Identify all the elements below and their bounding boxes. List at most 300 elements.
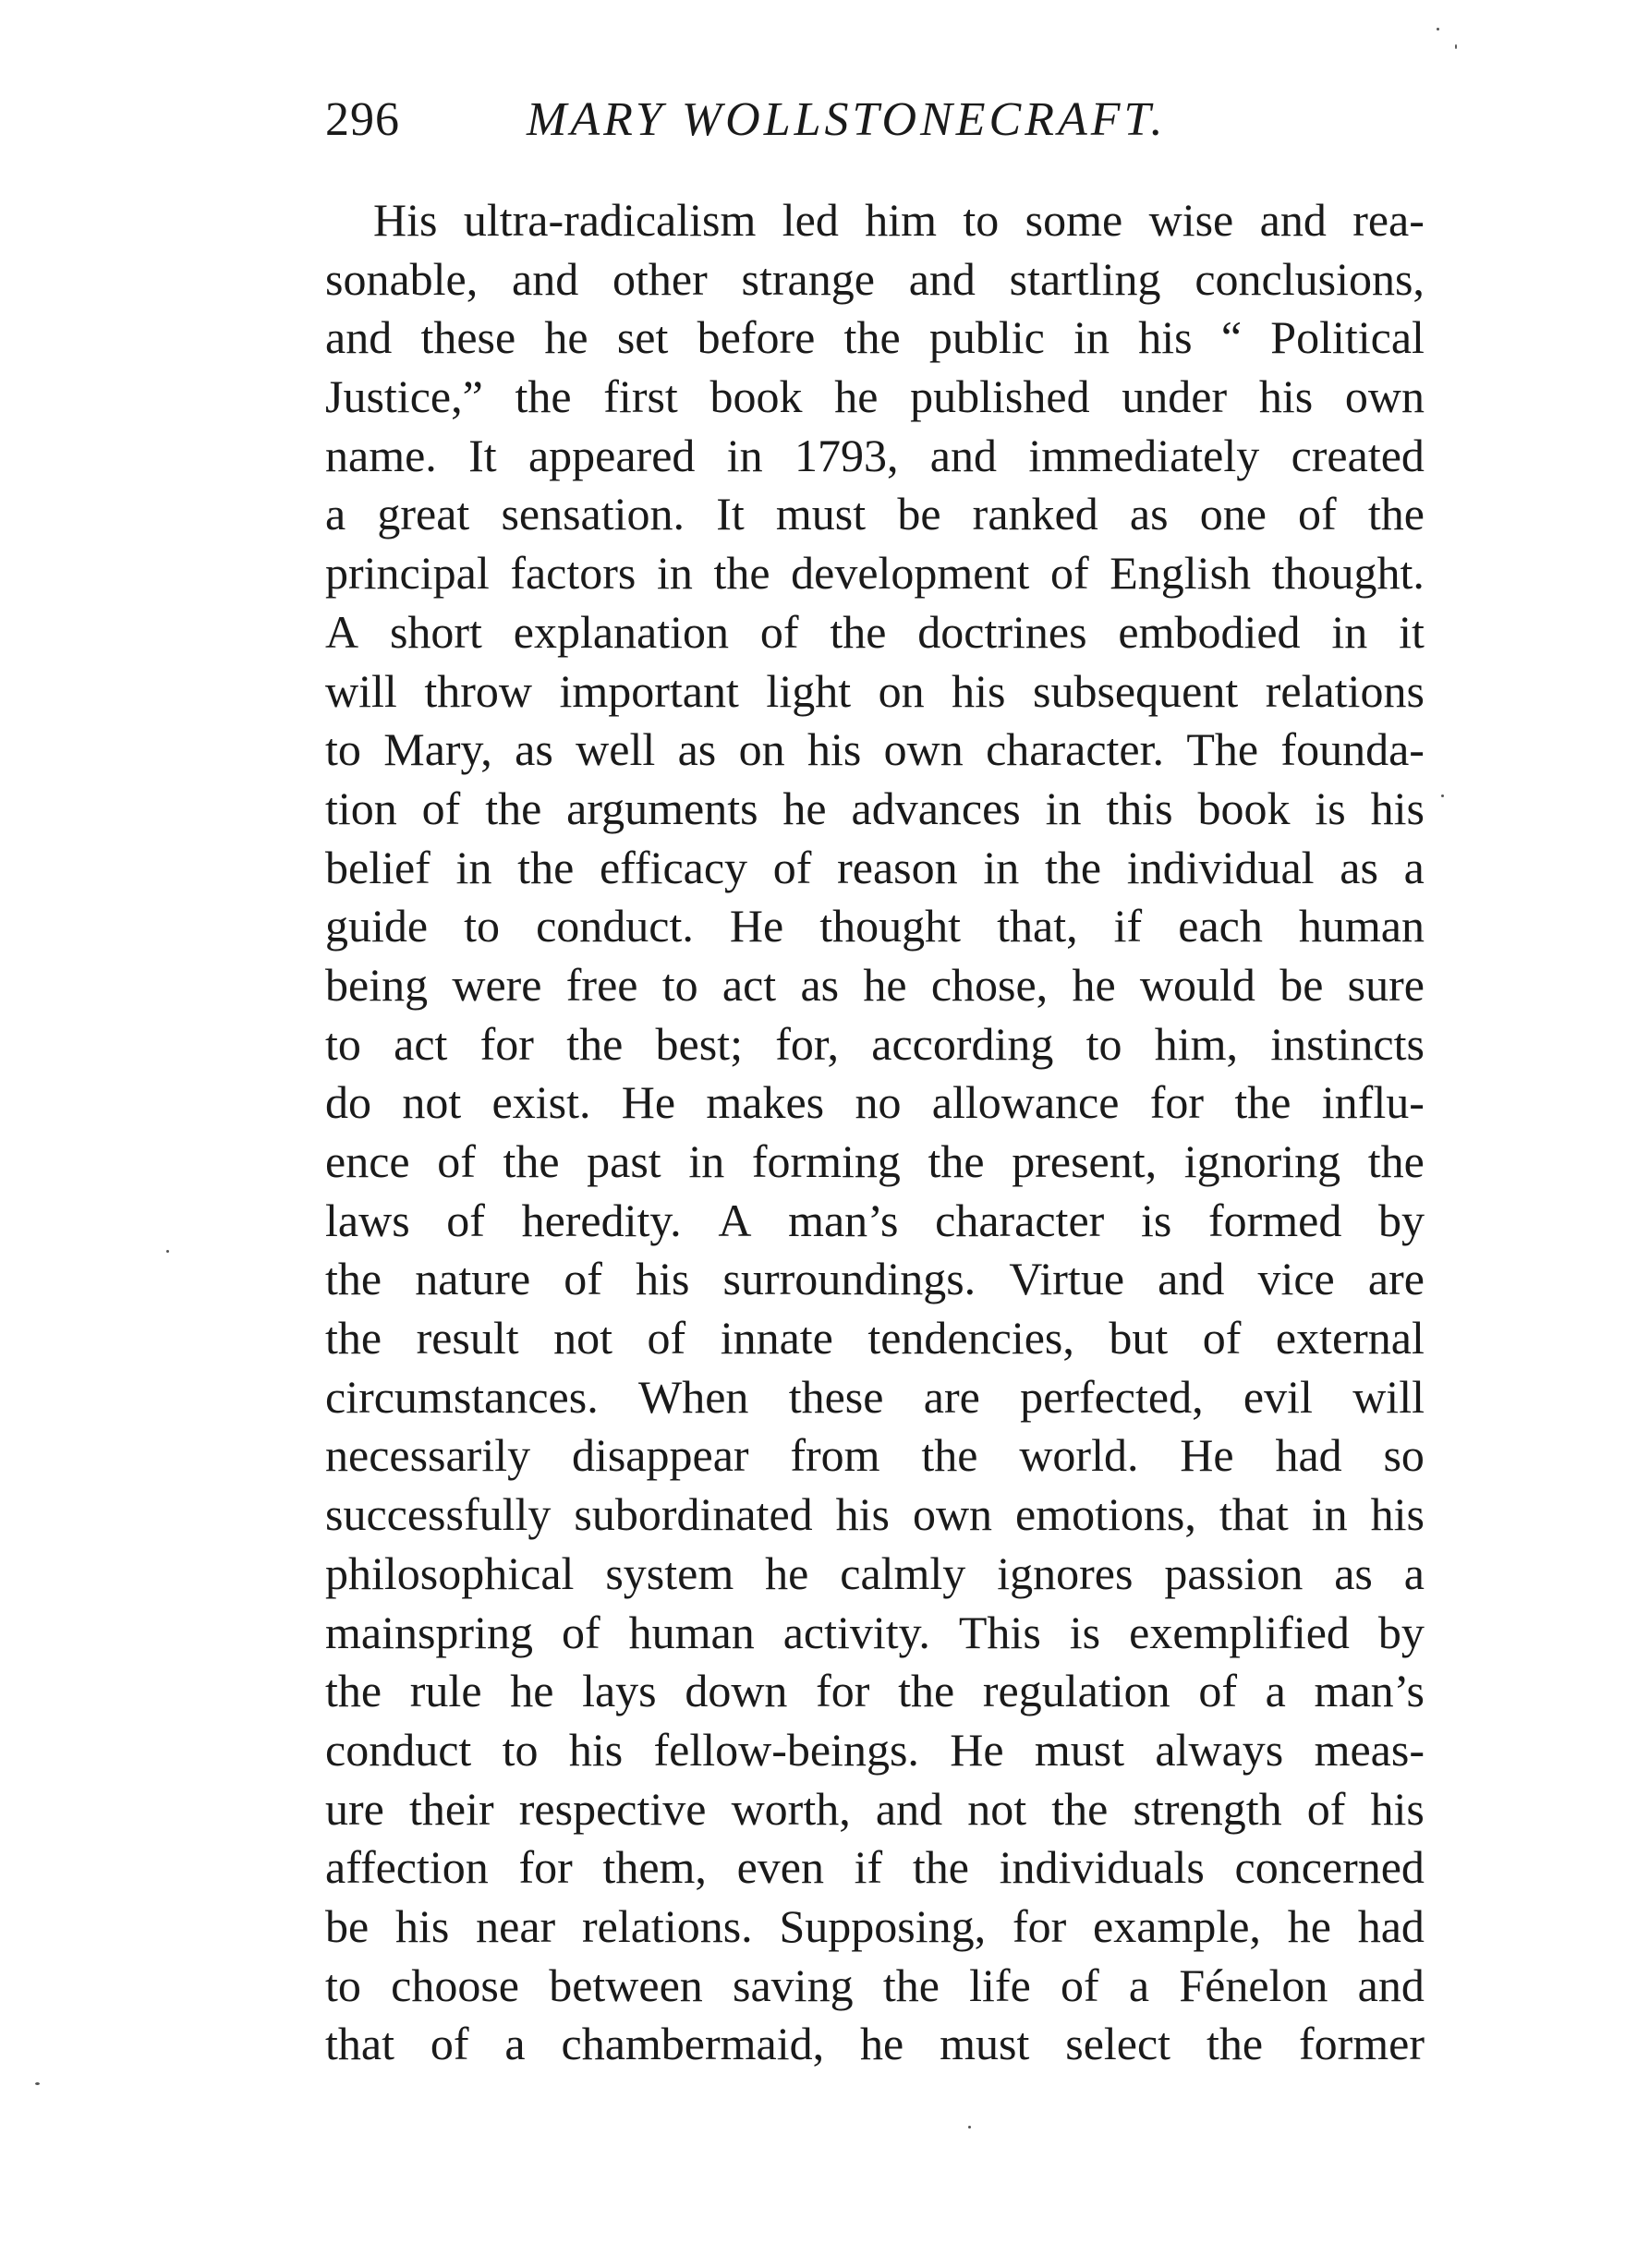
word: for: [518, 1841, 573, 1894]
word: successfully: [325, 1488, 552, 1541]
word: would: [1139, 958, 1255, 1011]
word: other: [612, 252, 708, 305]
word: character: [935, 1194, 1105, 1246]
text-line: [325, 250, 1425, 309]
word: exemplified: [1129, 1606, 1350, 1658]
text-line: [325, 1192, 1425, 1251]
word: ence: [325, 1135, 410, 1187]
word: Political: [1270, 311, 1425, 364]
word: even: [736, 1841, 824, 1894]
word: subsequent: [1033, 664, 1239, 717]
word: vice: [1257, 1253, 1335, 1305]
word: and: [325, 311, 393, 364]
word: these: [788, 1370, 884, 1423]
word: He: [621, 1076, 676, 1129]
text-line: [325, 603, 1425, 662]
word: result: [416, 1312, 519, 1364]
word: world.: [1019, 1429, 1139, 1482]
word: ignores: [997, 1546, 1134, 1599]
word: is: [1315, 782, 1346, 834]
word: light: [766, 664, 852, 717]
text-line: [325, 1721, 1425, 1780]
word: forming: [751, 1135, 901, 1187]
word: for: [1012, 1899, 1067, 1952]
word: “: [1220, 311, 1243, 364]
word: he: [765, 1546, 809, 1599]
word: nature: [415, 1253, 531, 1305]
word: the: [325, 1253, 382, 1305]
word: present,: [1012, 1135, 1158, 1187]
word: led: [782, 194, 839, 246]
word: his: [395, 1899, 450, 1952]
word: influ-: [1321, 1076, 1425, 1129]
word: A: [325, 605, 359, 658]
word: to: [1085, 1017, 1122, 1070]
word: the: [325, 1665, 382, 1717]
word: Virtue: [1009, 1253, 1125, 1305]
text-line: [325, 780, 1425, 839]
word: and: [1158, 1253, 1225, 1305]
word: their: [408, 1782, 494, 1835]
word: regulation: [982, 1665, 1170, 1717]
running-header: [325, 92, 1443, 166]
word: chose,: [930, 958, 1049, 1011]
word: he: [510, 1665, 554, 1717]
word: external: [1275, 1312, 1425, 1364]
word: each: [1178, 900, 1263, 952]
word: in: [1045, 782, 1082, 834]
word: immediately: [1028, 429, 1260, 481]
word: is: [1140, 1194, 1172, 1246]
word: were: [452, 958, 542, 1011]
word: the: [882, 1959, 940, 2011]
word: choose: [391, 1959, 519, 2011]
word: a: [1403, 841, 1425, 893]
word: in: [656, 547, 693, 600]
word: of: [1061, 1959, 1099, 2011]
word: strength: [1133, 1782, 1282, 1835]
word: for,: [775, 1017, 840, 1070]
word: calmly: [840, 1546, 966, 1599]
word: and: [929, 429, 997, 481]
word: of: [1198, 1665, 1237, 1717]
word: system: [605, 1546, 734, 1599]
word: the: [843, 311, 901, 364]
word: principal: [325, 547, 490, 600]
word: He: [1180, 1429, 1234, 1482]
word: by: [1377, 1194, 1425, 1246]
word: conduct: [325, 1723, 472, 1776]
word: as: [677, 723, 717, 776]
word: short: [389, 605, 482, 658]
word: rule: [409, 1665, 482, 1717]
word: the: [1206, 2018, 1264, 2070]
paper-speck: [1441, 794, 1444, 797]
word: advances: [851, 782, 1021, 834]
text-line: [325, 544, 1425, 603]
word: sonable,: [325, 252, 479, 305]
word: under: [1122, 370, 1228, 423]
word: to: [661, 958, 698, 1011]
word: affection: [325, 1841, 489, 1894]
word: thought.: [1271, 547, 1425, 600]
word: man’s: [788, 1194, 899, 1246]
text-line: [325, 1426, 1425, 1486]
word: not: [967, 1782, 1027, 1835]
word: for: [479, 1017, 534, 1070]
word: his: [1370, 782, 1425, 834]
word: be: [1279, 958, 1324, 1011]
word: and: [1259, 194, 1327, 246]
word: must: [940, 2018, 1030, 2070]
word: him,: [1154, 1017, 1239, 1070]
word: near: [476, 1899, 556, 1952]
word: his: [1370, 1782, 1425, 1835]
word: of: [772, 841, 812, 893]
word: as: [1129, 488, 1169, 540]
word: of: [1050, 547, 1089, 600]
word: the: [713, 547, 770, 600]
word: relations.: [582, 1899, 753, 1952]
word: instincts: [1270, 1017, 1425, 1070]
word: name.: [325, 429, 437, 481]
word: a: [504, 2018, 526, 2070]
word: allowance: [931, 1076, 1120, 1129]
word: thought: [819, 900, 962, 952]
word: of: [759, 605, 799, 658]
word: ultra-radicalism: [463, 194, 757, 246]
word: fellow-beings.: [653, 1723, 919, 1776]
text-line: [325, 1780, 1425, 1839]
text-line: [325, 1604, 1425, 1663]
word: the: [1051, 1782, 1109, 1835]
word: makes: [706, 1076, 825, 1129]
text-line: [325, 1309, 1425, 1368]
word: to: [325, 1959, 361, 2011]
word: ignoring: [1183, 1135, 1341, 1187]
word: innate: [720, 1312, 833, 1364]
word: It: [716, 488, 745, 540]
running-title: MARY WOLLSTONECRAFT.: [527, 93, 1167, 146]
word: exist.: [491, 1076, 591, 1129]
word: life: [969, 1959, 1031, 2011]
word: of: [561, 1606, 600, 1658]
word: passion: [1164, 1546, 1304, 1599]
word: some: [1025, 194, 1123, 246]
word: as: [515, 723, 553, 776]
word: published: [910, 370, 1090, 423]
word: sensation.: [501, 488, 685, 540]
word: that: [1219, 1488, 1289, 1541]
word: no: [855, 1076, 902, 1129]
word: individual: [1126, 841, 1315, 893]
body-text: [325, 191, 1425, 2074]
word: embodied: [1118, 605, 1301, 658]
word: character.: [986, 723, 1164, 776]
word: past: [587, 1135, 661, 1187]
word: disappear: [571, 1429, 749, 1482]
word: the: [1044, 841, 1102, 893]
word: and: [908, 252, 976, 305]
word: these: [420, 311, 516, 364]
word: the: [898, 1665, 955, 1717]
word: had: [1275, 1429, 1342, 1482]
paper-speck: [968, 2126, 971, 2129]
word: Supposing,: [779, 1899, 987, 1952]
text-line: [325, 1015, 1425, 1074]
word: he: [834, 370, 879, 423]
word: saving: [733, 1959, 854, 2011]
word: worth,: [731, 1782, 851, 1835]
word: as: [1334, 1546, 1373, 1599]
text-line: [325, 368, 1425, 427]
word: that: [325, 2018, 394, 2070]
word: for: [816, 1665, 870, 1717]
word: activity.: [782, 1606, 930, 1658]
word: conduct.: [536, 900, 694, 952]
word: own: [1344, 370, 1425, 423]
word: not: [402, 1076, 462, 1129]
word: do: [325, 1076, 371, 1129]
word: When: [638, 1370, 749, 1423]
word: book: [709, 370, 803, 423]
paper-speck: [166, 1250, 169, 1253]
text-line: [325, 839, 1425, 898]
word: man’s: [1314, 1665, 1425, 1717]
word: this: [1106, 782, 1173, 834]
word: tendencies,: [867, 1312, 1074, 1364]
word: in: [1311, 1488, 1348, 1541]
paper-speck: [35, 2082, 40, 2085]
text-line: [325, 1898, 1425, 1957]
word: a: [1403, 1546, 1425, 1599]
word: and: [1357, 1959, 1425, 2011]
text-line: [325, 956, 1425, 1015]
word: the: [1234, 1076, 1292, 1129]
word: between: [549, 1959, 703, 2011]
word: appeared: [528, 429, 696, 481]
word: This: [958, 1606, 1041, 1658]
word: founda-: [1280, 723, 1425, 776]
word: be: [325, 1899, 370, 1952]
word: act: [722, 958, 777, 1011]
word: Fénelon: [1179, 1959, 1328, 2011]
word: of: [564, 1253, 602, 1305]
word: a: [1128, 1959, 1150, 2011]
word: arguments: [566, 782, 758, 834]
word: efficacy: [599, 841, 748, 893]
word: startling: [1009, 252, 1161, 305]
word: subordinated: [574, 1488, 813, 1541]
word: in: [1073, 311, 1110, 364]
word: great: [377, 488, 470, 540]
word: strange: [741, 252, 875, 305]
word: of: [437, 1135, 476, 1187]
word: if: [854, 1841, 883, 1894]
text-line: [325, 1133, 1425, 1192]
word: in: [726, 429, 763, 481]
word: his: [1138, 311, 1193, 364]
word: circumstances.: [325, 1370, 599, 1423]
word: his: [952, 664, 1006, 717]
word: book: [1197, 782, 1291, 834]
text-line: [325, 897, 1425, 956]
word: must: [775, 488, 867, 540]
word: a: [325, 488, 346, 540]
word: factors: [510, 547, 637, 600]
text-line: [325, 1545, 1425, 1604]
word: public: [928, 311, 1045, 364]
word: 1793,: [794, 429, 899, 481]
word: well: [576, 723, 656, 776]
text-line: [325, 485, 1425, 544]
word: be: [897, 488, 941, 540]
word: set: [616, 311, 669, 364]
word: for: [1149, 1076, 1205, 1129]
word: surroundings.: [722, 1253, 976, 1305]
word: concerned: [1234, 1841, 1425, 1894]
word: of: [421, 782, 461, 834]
text-line: [325, 1838, 1425, 1898]
word: of: [1298, 488, 1337, 540]
text-line: [325, 191, 1425, 250]
word: must: [1034, 1723, 1125, 1776]
word: it: [1399, 605, 1425, 658]
word: philosophical: [325, 1546, 575, 1599]
word: the: [830, 605, 887, 658]
word: him: [865, 194, 938, 246]
word: evil: [1243, 1370, 1313, 1423]
word: being: [325, 958, 429, 1011]
word: if: [1113, 900, 1143, 952]
word: own: [883, 723, 964, 776]
word: individuals: [999, 1841, 1205, 1894]
word: the: [921, 1429, 978, 1482]
word: belief: [325, 841, 431, 893]
word: Justice,”: [325, 370, 483, 423]
word: will: [1352, 1370, 1425, 1423]
word: important: [559, 664, 739, 717]
word: are: [923, 1370, 980, 1423]
word: the: [503, 1135, 560, 1187]
word: of: [647, 1312, 686, 1364]
word: his: [1370, 1488, 1425, 1541]
word: relations: [1265, 664, 1425, 717]
word: the: [515, 370, 572, 423]
word: in: [688, 1135, 725, 1187]
word: but: [1109, 1312, 1169, 1364]
word: chambermaid,: [561, 2018, 825, 2070]
word: example,: [1093, 1899, 1261, 1952]
word: lays: [582, 1665, 657, 1717]
word: in: [455, 841, 492, 893]
word: A: [718, 1194, 752, 1246]
word: reason: [837, 841, 958, 893]
word: explanation: [513, 605, 730, 658]
text-line: [325, 2015, 1425, 2074]
word: in: [1331, 605, 1368, 658]
word: before: [697, 311, 816, 364]
word: laws: [325, 1194, 410, 1246]
word: down: [685, 1665, 788, 1717]
word: throw: [424, 664, 532, 717]
word: from: [790, 1429, 880, 1482]
word: formed: [1207, 1194, 1342, 1246]
word: doctrines: [917, 605, 1087, 658]
word: as: [1340, 841, 1378, 893]
word: first: [603, 370, 678, 423]
word: a: [1265, 1665, 1286, 1717]
word: on: [738, 723, 785, 776]
word: guide: [325, 900, 429, 952]
word: of: [1202, 1312, 1242, 1364]
word: his: [636, 1253, 690, 1305]
text-line: [325, 1662, 1425, 1721]
word: that,: [997, 900, 1078, 952]
word: his: [568, 1723, 624, 1776]
word: them,: [602, 1841, 707, 1894]
word: his: [806, 723, 862, 776]
word: his: [835, 1488, 890, 1541]
word: he: [544, 311, 588, 364]
word: best;: [655, 1017, 743, 1070]
word: created: [1291, 429, 1425, 481]
word: development: [791, 547, 1030, 600]
word: Mary,: [383, 723, 492, 776]
word: perfected,: [1020, 1370, 1204, 1423]
text-line: [325, 1250, 1425, 1309]
word: tion: [325, 782, 397, 834]
word: ranked: [972, 488, 1098, 540]
word: ure: [325, 1782, 384, 1835]
word: The: [1186, 723, 1259, 776]
word: mainspring: [325, 1606, 533, 1658]
paper-speck: [1455, 44, 1457, 49]
page-number: 296: [325, 93, 400, 146]
word: former: [1298, 2018, 1425, 2070]
word: not: [553, 1312, 613, 1364]
word: the: [325, 1312, 382, 1364]
word: to: [464, 900, 501, 952]
word: act: [394, 1017, 448, 1070]
word: he: [782, 782, 827, 834]
text-line: [325, 1957, 1425, 2016]
word: the: [566, 1017, 624, 1070]
word: so: [1383, 1429, 1425, 1482]
word: select: [1065, 2018, 1171, 2070]
word: own: [912, 1488, 993, 1541]
word: to: [963, 194, 1000, 246]
word: on: [878, 664, 925, 717]
word: as: [800, 958, 840, 1011]
word: human: [628, 1606, 755, 1658]
text-line: [325, 309, 1425, 368]
word: always: [1155, 1723, 1284, 1776]
word: the: [517, 841, 575, 893]
word: respective: [518, 1782, 707, 1835]
word: of: [430, 2018, 469, 2070]
word: his: [1258, 370, 1314, 423]
word: human: [1298, 900, 1425, 952]
word: sure: [1347, 958, 1425, 1011]
text-line: [325, 427, 1425, 486]
word: English: [1110, 547, 1252, 600]
word: are: [1367, 1253, 1425, 1305]
word: will: [325, 664, 397, 717]
word: to: [325, 723, 361, 776]
word: of: [446, 1194, 485, 1246]
word: the: [928, 1135, 985, 1187]
